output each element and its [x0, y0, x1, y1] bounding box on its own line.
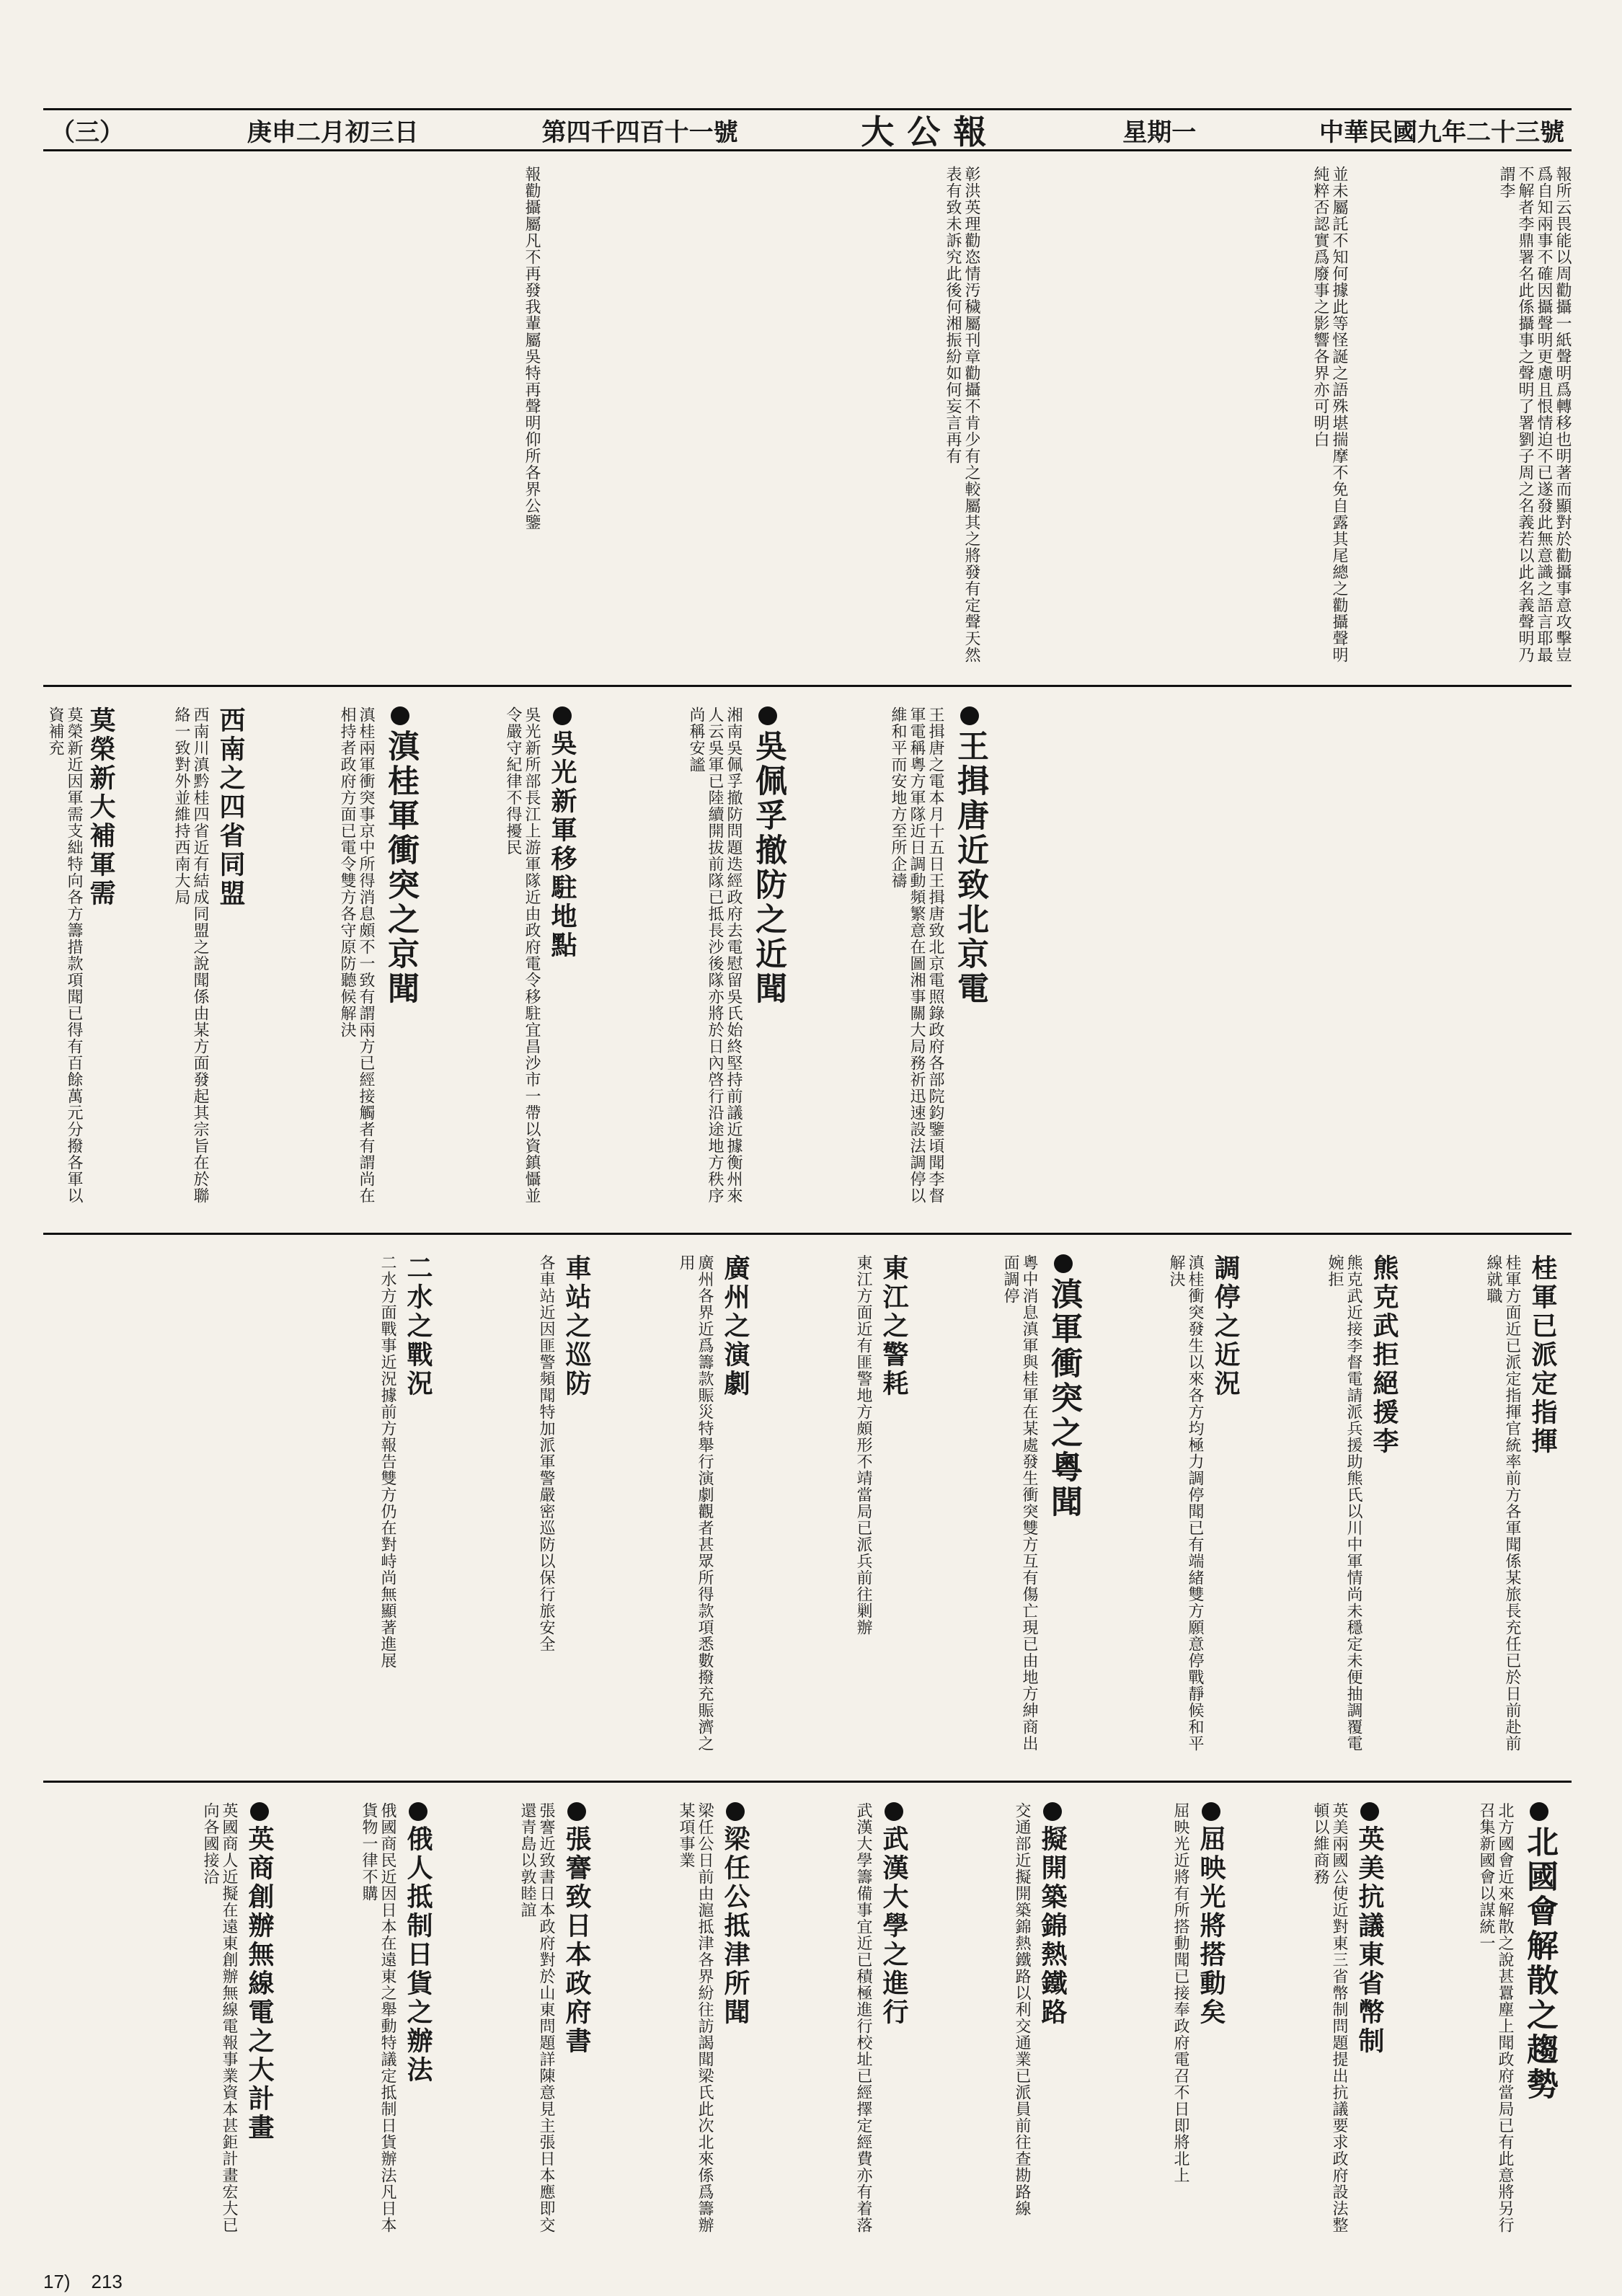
bullet-icon [250, 1802, 269, 1821]
article-body: 西南川滇黔桂四省近有結成同盟之說聞係由某方面發起其宗旨在於聯絡一致對外並維持西南大局 [172, 706, 209, 1204]
edition-date: 中華民國九年二十三號 [1319, 118, 1564, 147]
headline: 王揖唐近致北京電 [952, 706, 988, 1139]
bullet-icon [409, 1802, 427, 1821]
footer-number: 213 [91, 2271, 123, 2292]
section-rule [43, 1781, 1572, 1783]
headline: 俄人抵制日貨之辦法 [404, 1802, 433, 2163]
editorial-block-1: 報所云畏能以周勸攝一紙聲明爲轉移也明著而顯對於勸攝事意攻擊豈爲自知兩事不確因攝聲明更慮且恨情迫不已遂發此無意識之語言耶最不解者李鼎署名此係攝事之聲明了署劉子周之名義若以此名義聲明乃謂李 [1497, 166, 1572, 663]
bullet-icon [1043, 1802, 1062, 1821]
article-body: 張謇近致書日本政府對於山東問題詳陳意見主張日本應即交還青島以敦睦誼 [518, 1802, 555, 2233]
headline: 梁任公抵津所聞 [721, 1802, 750, 2163]
article-body: 王揖唐之電本月十五日王揖唐致北京電照錄政府各部院鈞鑒頃聞李督軍電稱粵方軍隊近日調動頻繁意在圖湘事關大局務祈迅速設法調停以維和平而安地方至所企禱 [889, 706, 944, 1204]
bullet-icon [391, 706, 409, 725]
issue-number: 第四千四百十一號 [541, 118, 738, 147]
bullet-icon [1202, 1802, 1220, 1821]
headline: 滇桂軍衝突之京聞 [382, 706, 418, 1139]
editorial-block-3: 彰洪英理勸恣情汚穢屬刊章勸攝不肯少有之較屬其之將發有定聲天然表有致未訴究此後何湘振紛如何妄言再有 [944, 166, 980, 663]
headline: 吳光新軍移駐地點 [548, 706, 577, 1139]
headline: 桂軍已派定指揮 [1528, 1254, 1558, 1456]
section-rule [43, 1233, 1572, 1235]
footer-label: 17) [43, 2271, 71, 2292]
headline: 英商創辦無線電之大計畫 [245, 1802, 274, 2163]
article-body: 廣州各界近爲籌款賑災特舉行演劇觀者甚眾所得款項悉數撥充賑濟之用 [677, 1254, 714, 1752]
article-body: 東江方面近有匪警地方頗形不靖當局已派兵前往剿辦 [854, 1254, 872, 1636]
article-body: 莫榮新近因軍需支絀特向各方籌措款項聞已得有百餘萬元分撥各軍以資補充 [46, 706, 83, 1204]
weekday: 星期一 [1122, 118, 1197, 147]
masthead [43, 108, 1572, 151]
headline: 英美抗議東省幣制 [1355, 1802, 1384, 2163]
headline: 西南之四省同盟 [216, 706, 246, 908]
headline: 莫榮新大補軍需 [86, 706, 116, 908]
headline: 北國會解散之趨勢 [1521, 1802, 1557, 2199]
bullet-icon [1360, 1802, 1379, 1821]
article-body: 武漢大學籌備事宜近已積極進行校址已經擇定經費亦有着落 [854, 1802, 872, 2233]
article-body: 滇桂衝突發生以來各方均極力調停聞已有端緒雙方願意停戰靜候和平解決 [1167, 1254, 1204, 1752]
page-footer [43, 2271, 123, 2293]
article-body: 北方國會近來解散之說甚囂塵上聞政府當局已有此意將另行召集新國會以謀統一 [1477, 1802, 1514, 2233]
article-body: 二水方面戰事近況據前方報告雙方仍在對峙尚無顯著進展 [378, 1254, 396, 1669]
bullet-icon [1530, 1802, 1548, 1821]
article-body: 粵中消息滇軍與桂軍在某處發生衝突雙方互有傷亡現已由地方紳商出面調停 [1001, 1254, 1038, 1752]
article-body: 熊克武近接李督電請派兵援助熊氏以川中軍情尚未穩定未便抽調覆電婉拒 [1326, 1254, 1362, 1752]
headline: 東江之警耗 [879, 1254, 909, 1399]
article-body: 各車站近因匪警頻聞特加派軍警嚴密巡防以保行旅安全 [537, 1254, 555, 1652]
headline: 擬開築錦熱鐵路 [1038, 1802, 1067, 2163]
section-rule [43, 685, 1572, 687]
bullet-icon [885, 1802, 903, 1821]
bullet-icon [567, 1802, 586, 1821]
headline: 張謇致日本政府書 [562, 1802, 591, 2163]
headline: 調停之近況 [1210, 1254, 1241, 1399]
article-body: 桂軍方面近已派定指揮官統率前方各軍聞係某旅長充任已於日前赴前線就職 [1484, 1254, 1521, 1752]
newspaper-page [43, 108, 1572, 2292]
lunar-date: 庚申二月初三日 [247, 118, 419, 147]
headline: 吳佩孚撤防之近聞 [750, 706, 786, 1139]
article-body: 俄國商民近因日本在遠東之舉動特議定抵制日貨辦法凡日本貨物一律不購 [360, 1802, 396, 2233]
headline: 二水之戰況 [403, 1254, 433, 1399]
bullet-icon [1054, 1254, 1073, 1273]
article-body: 屈映光近將有所搭動聞已接奉政府電召不日即將北上 [1171, 1802, 1189, 2184]
headline: 滇軍衝突之粵聞 [1045, 1254, 1081, 1651]
article-body: 吳光新所部長江上游軍隊近由政府電令移駐宜昌沙市一帶以資鎮懾並令嚴守紀律不得擾民 [504, 706, 541, 1204]
bullet-icon [726, 1802, 745, 1821]
page-number: （三） [50, 118, 125, 147]
article-body: 英國商人近擬在遠東創辦無線電報事業資本甚鉅計畫宏大已向各國接洽 [201, 1802, 238, 2233]
headline: 熊克武拒絕援李 [1369, 1254, 1399, 1456]
bullet-icon [553, 706, 572, 725]
article-body: 湘南吳佩孚撤防問題迭經政府去電慰留吳氏始終堅持前議近據衡州來人云吳軍已陸續開拔前隊已抵長沙後隊亦將於日內啓行沿途地方秩序尚稱安謐 [687, 706, 743, 1204]
editorial-block-4: 報勸攝屬凡不再發我輩屬吳特再聲明仰所各界公鑒 [523, 166, 541, 531]
bullet-icon [960, 706, 979, 725]
article-body: 梁任公日前由滬抵津各界紛往訪謁聞梁氏此次北來係爲籌辦某項事業 [677, 1802, 714, 2233]
article-body: 交通部近擬開築錦熱鐵路以利交通業已派員前往查勘路線 [1013, 1802, 1031, 2217]
headline: 屈映光將搭動矣 [1197, 1802, 1226, 2163]
headline: 廣州之演劇 [720, 1254, 750, 1399]
paper-name: 大公報 [861, 112, 1000, 151]
headline: 武漢大學之進行 [879, 1802, 908, 2163]
article-body: 英美兩國公使近對東三省幣制問題提出抗議要求政府設法整頓以維商務 [1311, 1802, 1348, 2233]
headline: 車站之巡防 [562, 1254, 592, 1399]
editorial-block-2: 並未屬託不知何據此等怪誕之語殊堪揣摩不免自露其尾總之勸攝聲明純粹否認實爲廢事之影響各界亦可明白 [1311, 166, 1348, 663]
bullet-icon [758, 706, 777, 725]
article-body: 滇桂兩軍衝突事京中所得消息頗不一致有謂兩方已經接觸者有謂尚在相持者政府方面已電令雙方各守原防聽候解決 [338, 706, 375, 1204]
